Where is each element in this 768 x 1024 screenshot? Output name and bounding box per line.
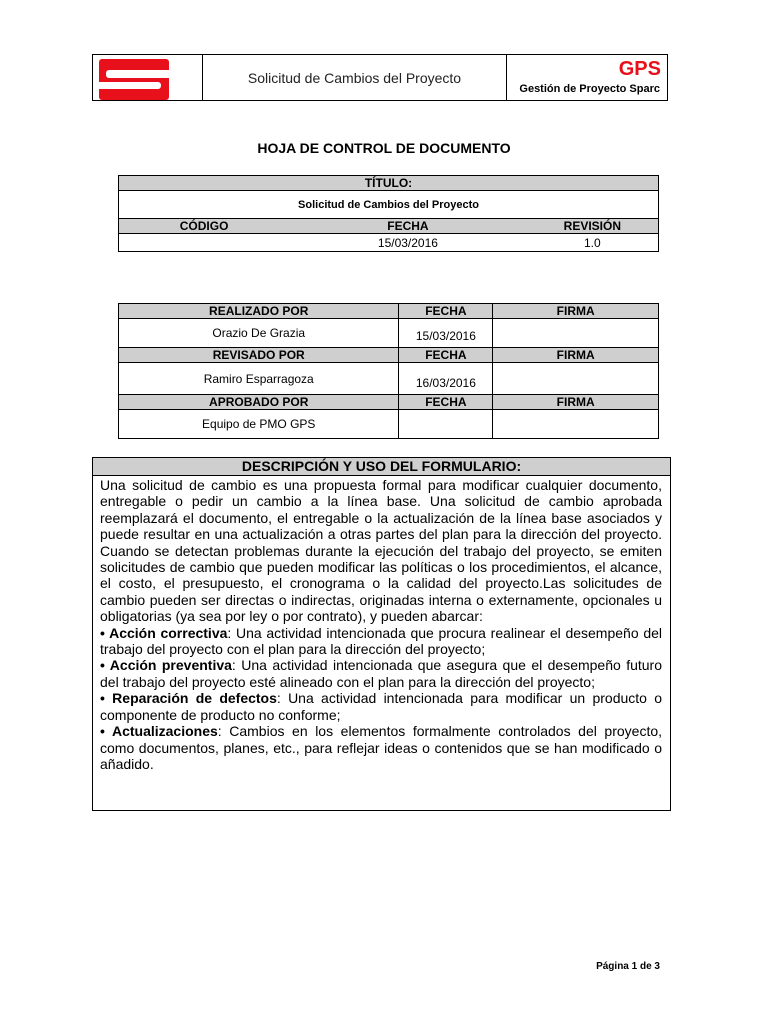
date-header: FECHA — [289, 219, 527, 234]
signature-header: FIRMA — [493, 348, 659, 363]
reviewer-name: Ramiro Esparragoza — [119, 363, 399, 395]
company-logo — [99, 59, 169, 100]
approver-name: Equipo de PMO GPS — [119, 410, 399, 439]
list-item — [100, 657, 662, 690]
description-body — [93, 476, 670, 772]
list-item — [100, 690, 662, 723]
description-heading: DESCRIPCIÓN Y USO DEL FORMULARIO: — [93, 458, 670, 476]
item-text: : Una actividad intencionada para modificar un producto o componente de producto no conforme; — [100, 690, 663, 723]
author-signature — [493, 319, 659, 348]
approver-signature — [493, 410, 659, 439]
item-text: : Cambios en los elementos formalmente controlados del proyecto, como documentos, planes, etc., para reflejar ideas o contenidos que se han modificado o añadido. — [100, 723, 663, 772]
logo-stripe-top — [106, 70, 169, 78]
document-header — [92, 54, 668, 101]
reviewer-date: 16/03/2016 — [399, 363, 493, 395]
brand-subtitle: Gestión de Proyecto Sparc — [519, 83, 660, 95]
signature-table — [118, 303, 659, 439]
title-header: TÍTULO: — [119, 176, 659, 191]
role-header: REALIZADO POR — [119, 304, 399, 319]
code-value — [119, 234, 290, 252]
reviewer-signature — [493, 363, 659, 395]
item-term: • Reparación de defectos — [100, 690, 277, 707]
date-value: 15/03/2016 — [289, 234, 527, 252]
author-date: 15/03/2016 — [399, 319, 493, 348]
date-header: FECHA — [399, 348, 493, 363]
description-intro: Una solicitud de cambio es una propuesta formal para modificar cualquier documento, entregable o pedir un cambio a la línea base. Una solicitud de cambio aprobada reemplazará el documento, el entregable o la actualización de la línea base asociados y puede resultar en una actualización a otras partes del plan para la dirección del proyecto. Cuando se detectan problemas durante la ejecución del trabajo del proyecto, se emiten solicitudes de cambio que pueden modificar las políticas o los procedimientos, el alcance, el costo, el presupuesto, el cronograma o la calidad del proyecto.Las solicitudes de cambio pueden ser directas o indirectas, originadas interna o externamente, opcionales u obligatorias (ya sea por ley o por contrato), y pueden abarcar: — [100, 477, 662, 625]
signature-header: FIRMA — [493, 304, 659, 319]
list-item — [100, 723, 662, 772]
header-title: Solicitud de Cambios del Proyecto — [203, 55, 507, 100]
title-value: Solicitud de Cambios del Proyecto — [119, 191, 659, 219]
approver-date — [399, 410, 493, 439]
document-control-table — [118, 175, 659, 252]
revision-header: REVISIÓN — [527, 219, 659, 234]
item-term: • Acción correctiva — [100, 624, 228, 641]
revision-value: 1.0 — [527, 234, 659, 252]
item-term: • Actualizaciones — [100, 723, 218, 740]
role-header: REVISADO POR — [119, 348, 399, 363]
date-header: FECHA — [399, 395, 493, 410]
logo-stripe-bottom — [99, 82, 161, 89]
page-number: Página 1 de 3 — [596, 961, 660, 972]
description-box — [92, 457, 671, 811]
list-item — [100, 625, 662, 658]
item-text: : Una actividad intencionada que asegura que el desempeño futuro del trabajo del proyecto esté alineado con el plan para la dirección del proyecto; — [100, 657, 663, 690]
logo-cell — [93, 55, 203, 100]
page-title: HOJA DE CONTROL DE DOCUMENTO — [257, 140, 511, 156]
item-text: : Una actividad intencionada que procura realinear el desempeño del trabajo del proyecto con el plan para la dirección del proyecto; — [100, 624, 662, 658]
item-term: • Acción preventiva — [100, 657, 232, 674]
date-header: FECHA — [399, 304, 493, 319]
brand-name: GPS — [618, 58, 661, 80]
role-header: APROBADO POR — [119, 395, 399, 410]
code-header: CÓDIGO — [119, 219, 290, 234]
signature-header: FIRMA — [493, 395, 659, 410]
brand-cell — [507, 55, 667, 100]
author-name: Orazio De Grazia — [119, 319, 399, 348]
